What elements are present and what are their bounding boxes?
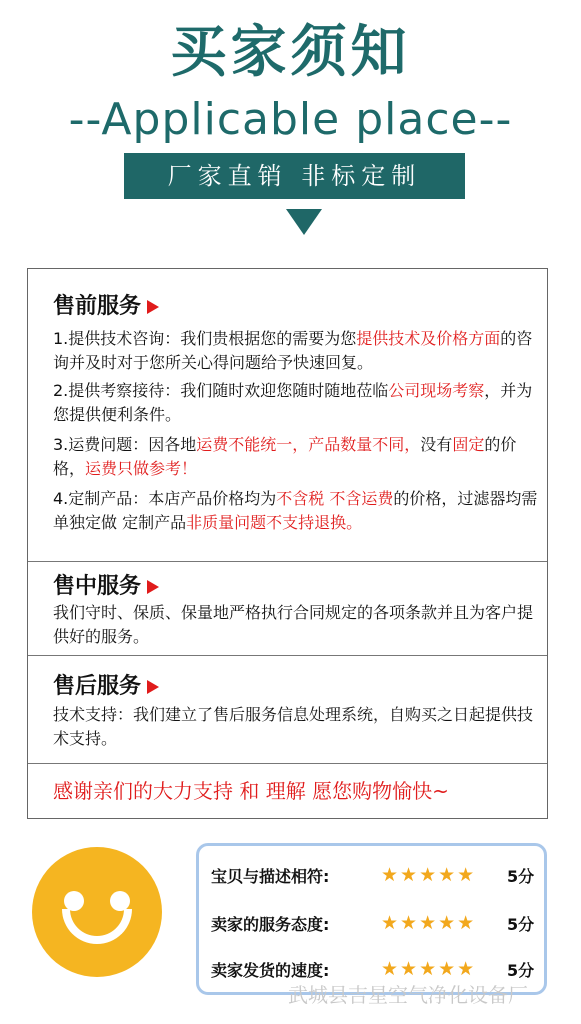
rating-score: 5分	[507, 961, 535, 980]
divider	[28, 763, 547, 764]
pre-sale-title	[53, 289, 159, 320]
smiley-left-eye	[64, 891, 84, 911]
arrow-down-icon	[286, 209, 322, 235]
item-text: 没有	[420, 435, 453, 454]
divider	[28, 561, 547, 562]
rating-row	[211, 912, 541, 940]
mid-sale-text: 我们守时、保质、保量地严格执行合同规定的各项条款并且为客户提供好的服务。	[53, 603, 534, 646]
item-highlight: 固定	[452, 435, 485, 454]
pre-sale-item-4	[53, 487, 538, 535]
item-highlight: 非质量问题不支持退换。	[186, 513, 363, 532]
rating-score: 5分	[507, 867, 535, 886]
item-text: 2.提供考察接待：我们随时欢迎您随时随地莅临	[53, 381, 389, 400]
after-sale-title	[53, 669, 159, 700]
pre-sale-item-1	[53, 327, 538, 375]
rating-label: 宝贝与描述相符:	[211, 867, 330, 886]
star-icon: ★★★★★	[381, 958, 477, 980]
smiley-face-icon	[32, 847, 162, 977]
item-text: 的咨询并及时对于您所关心得问题给予快速回复。	[53, 329, 533, 372]
rating-box	[196, 843, 547, 995]
item-text: 的价格，过滤器均需单独定做 定制产品	[53, 489, 538, 532]
star-icon: ★★★★★	[381, 912, 477, 934]
pre-sale-item-3	[53, 433, 538, 481]
after-sale-text: 技术支持：我们建立了售后服务信息处理系统，自购买之日起提供技术支持。	[53, 705, 534, 748]
smiley-mouth	[62, 909, 132, 944]
item-highlight: 提供技术及价格方面	[356, 329, 501, 348]
pre-sale-item-2	[53, 379, 538, 427]
item-highlight: 运费不能统一，产品数量不同，	[196, 435, 421, 454]
watermark: 武城县吉星空气净化设备厂	[288, 983, 528, 1007]
item-highlight: 不含税 不含运费	[276, 489, 394, 508]
rating-score: 5分	[507, 915, 535, 934]
item-text: 3.运费问题：因各地	[53, 435, 197, 454]
divider	[28, 655, 547, 656]
notice-panel	[27, 268, 548, 819]
thanks-text: 感谢亲们的大力支持 和 理解 愿您购物愉快~	[53, 779, 449, 803]
pre-sale-title-text: 售前服务	[53, 294, 142, 319]
banner: 厂家直销 非标定制	[124, 153, 465, 199]
red-triangle-icon	[147, 680, 159, 694]
after-sale-title-text: 售后服务	[53, 674, 142, 699]
item-text: 4.定制产品：本店产品价格均为	[53, 489, 277, 508]
rating-label: 卖家发货的速度:	[211, 961, 330, 980]
item-text: 的价格，	[53, 435, 517, 478]
mid-sale-title	[53, 569, 159, 600]
mid-sale-title-text: 售中服务	[53, 574, 142, 599]
rating-row	[211, 864, 541, 892]
item-text: 1.提供技术咨询：我们贵根据您的需要为您	[53, 329, 357, 348]
subtitle: --Applicable place--	[68, 94, 513, 145]
rating-label: 卖家的服务态度:	[211, 915, 330, 934]
item-highlight: 运费只做参考！	[85, 459, 198, 478]
star-icon: ★★★★★	[381, 864, 477, 886]
item-text: ，并为您提供便利条件。	[53, 381, 533, 424]
smiley-right-eye	[110, 891, 130, 911]
item-highlight: 公司现场考察	[388, 381, 485, 400]
red-triangle-icon	[147, 580, 159, 594]
page-title: 买家须知	[170, 20, 411, 85]
red-triangle-icon	[147, 300, 159, 314]
